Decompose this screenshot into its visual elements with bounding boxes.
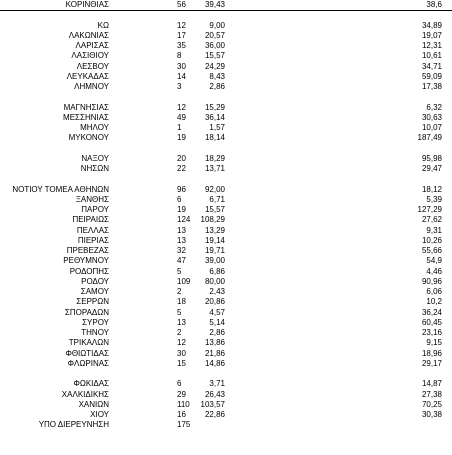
rate-cell: 13,71 (204, 164, 225, 173)
table-row (0, 297, 452, 306)
cases-cell: 14 (177, 71, 186, 81)
total-cell: 10,61 (421, 51, 442, 61)
region-name: ΤΗΝΟΥ (81, 328, 109, 337)
total-cell: 5,39 (426, 194, 442, 204)
table-row (0, 338, 452, 347)
table-row (0, 123, 452, 132)
table-row (0, 318, 452, 327)
region-name: ΣΑΜΟΥ (80, 287, 109, 296)
region-name: ΜΑΓΝΗΣΙΑΣ (63, 102, 109, 112)
rate-cell: 4,57 (209, 307, 225, 317)
rate-cell: 24,29 (204, 61, 225, 71)
total-cell: 54,9 (426, 256, 442, 266)
table-row (0, 133, 452, 142)
cases-cell: 3 (177, 82, 182, 91)
rate-cell: 36,14 (204, 112, 225, 122)
table-row (0, 0, 452, 9)
cases-cell: 30 (177, 348, 186, 358)
total-cell: 10,26 (421, 235, 442, 245)
total-cell: 30,38 (421, 410, 442, 419)
region-name: ΚΟΡΙΝΘΙΑΣ (65, 0, 109, 9)
table-row (0, 400, 452, 409)
total-cell: 10,2 (426, 297, 442, 307)
table-row (0, 420, 452, 429)
total-cell: 95,98 (421, 153, 442, 163)
region-name: ΠΕΙΡΑΙΩΣ (72, 215, 109, 225)
region-name: ΠΙΕΡΙΑΣ (77, 235, 109, 245)
cases-cell: 6 (177, 379, 182, 389)
table-row (0, 410, 452, 419)
rate-cell: 20,57 (204, 30, 225, 40)
table-row (0, 31, 452, 40)
table-row (0, 72, 452, 81)
total-cell: 55,66 (421, 246, 442, 255)
blank-row (0, 369, 452, 378)
rate-cell: 13,86 (204, 338, 225, 348)
total-cell: 90,96 (421, 276, 442, 286)
cases-cell: 17 (177, 30, 186, 40)
table-row (0, 41, 452, 50)
region-name: ΡΟΔΟΥ (81, 276, 109, 286)
rate-cell: 39,43 (204, 0, 225, 9)
cases-cell: 96 (177, 184, 186, 194)
cases-cell: 13 (177, 317, 186, 327)
rate-cell: 15,57 (204, 205, 225, 214)
cases-cell: 15 (177, 358, 186, 368)
region-name: ΜΥΚΟΝΟΥ (68, 133, 109, 143)
rate-cell: 39,00 (204, 256, 225, 266)
cases-cell: 2 (177, 287, 182, 296)
rate-cell: 15,57 (204, 51, 225, 61)
table-row (0, 226, 452, 235)
total-cell: 27,62 (421, 215, 442, 225)
table-row (0, 164, 452, 173)
total-cell: 4,46 (426, 266, 442, 276)
table-row (0, 277, 452, 286)
total-cell: 29,17 (421, 358, 442, 368)
total-cell: 36,24 (421, 307, 442, 317)
rate-cell: 19,71 (204, 246, 225, 255)
rate-cell: 5,14 (209, 317, 225, 327)
total-cell: 34,71 (421, 61, 442, 71)
table-row (0, 246, 452, 255)
total-cell: 30,63 (421, 112, 442, 122)
table-row (0, 349, 452, 358)
total-cell: 19,07 (421, 30, 442, 40)
table-row (0, 267, 452, 276)
cases-cell: 109 (177, 276, 191, 286)
cases-cell: 56 (177, 0, 186, 9)
region-name: ΤΡΙΚΑΛΩΝ (68, 338, 109, 348)
rate-cell: 19,14 (204, 235, 225, 245)
cases-cell: 19 (177, 133, 186, 143)
table-row (0, 113, 452, 122)
region-name: ΛΕΣΒΟΥ (76, 61, 109, 71)
table-row (0, 205, 452, 214)
region-name: ΠΑΡΟΥ (81, 205, 109, 214)
region-name: ΦΩΚΙΔΑΣ (73, 379, 109, 389)
rate-cell: 6,86 (209, 266, 225, 276)
table-row (0, 154, 452, 163)
region-name: ΛΑΣΙΘΙΟΥ (71, 51, 109, 61)
total-cell: 9,15 (426, 338, 442, 348)
table-row (0, 359, 452, 368)
table-row (0, 328, 452, 337)
region-name: ΜΕΣΣΗΝΙΑΣ (63, 112, 109, 122)
cases-cell: 47 (177, 256, 186, 266)
rate-cell: 26,43 (204, 389, 225, 399)
blank-row (0, 174, 452, 183)
total-cell: 60,45 (421, 317, 442, 327)
total-cell: 18,96 (421, 348, 442, 358)
region-name: ΛΕΥΚΑΔΑΣ (66, 71, 109, 81)
table-row (0, 103, 452, 112)
total-cell: 17,38 (421, 82, 442, 91)
region-name: ΝΟΤΙΟΥ ΤΟΜΕΑ ΑΘΗΝΩΝ (12, 184, 109, 194)
region-name: ΣΥΡΟΥ (82, 317, 109, 327)
rate-cell: 3,71 (209, 379, 225, 389)
rate-cell: 2,86 (209, 82, 225, 91)
table-row (0, 51, 452, 60)
blank-row (0, 144, 452, 153)
region-name: ΥΠΟ ΔΙΕΡΕΥΝΗΣΗ (38, 420, 109, 430)
cases-cell: 49 (177, 112, 186, 122)
rate-cell: 13,29 (204, 225, 225, 235)
cases-cell: 29 (177, 389, 186, 399)
region-name: ΦΘΙΩΤΙΔΑΣ (65, 348, 109, 358)
cases-cell: 110 (177, 399, 190, 409)
region-name: ΚΩ (97, 20, 109, 30)
cases-cell: 8 (177, 51, 182, 61)
table-row (0, 256, 452, 265)
rate-cell: 92,00 (204, 184, 225, 194)
rate-cell: 108,29 (200, 215, 225, 225)
table-row (0, 287, 452, 296)
cases-cell: 18 (177, 297, 186, 307)
region-name: ΡΟΔΟΠΗΣ (69, 266, 109, 276)
total-cell: 18,12 (421, 184, 442, 194)
rate-cell: 14,86 (204, 358, 225, 368)
cases-cell: 1 (177, 123, 182, 132)
region-name: ΡΕΘΥΜΝΟΥ (63, 256, 109, 266)
region-name: ΠΡΕΒΕΖΑΣ (66, 246, 109, 255)
cases-cell: 16 (177, 410, 186, 419)
rate-cell: 103,57 (200, 399, 225, 409)
cases-cell: 20 (177, 153, 186, 163)
rate-cell: 2,86 (209, 328, 225, 337)
cases-cell: 5 (177, 266, 182, 276)
table-row (0, 21, 452, 30)
total-cell: 12,31 (421, 41, 442, 50)
total-cell: 70,25 (421, 399, 442, 409)
table-row (0, 185, 452, 194)
region-name: ΣΕΡΡΩΝ (76, 297, 109, 307)
cases-cell: 32 (177, 246, 186, 255)
total-cell: 127,29 (417, 205, 442, 214)
cases-cell: 6 (177, 194, 182, 204)
total-cell: 23,16 (421, 328, 442, 337)
total-cell: 27,38 (421, 389, 442, 399)
rate-cell: 18,14 (204, 133, 225, 143)
rate-cell: 36,00 (204, 41, 225, 50)
region-name: ΝΗΣΩΝ (80, 164, 109, 173)
rate-cell: 6,71 (209, 194, 225, 204)
total-cell: 14,87 (421, 379, 442, 389)
rate-cell: 22,86 (204, 410, 225, 419)
cases-cell: 124 (177, 215, 191, 225)
region-name: ΠΕΛΛΑΣ (76, 225, 109, 235)
cases-cell: 35 (177, 41, 186, 50)
total-cell: 59,09 (421, 71, 442, 81)
cases-cell: 2 (177, 328, 182, 337)
cases-cell: 12 (177, 338, 186, 348)
region-name: ΝΑΞΟΥ (81, 153, 109, 163)
table-row (0, 82, 452, 91)
region-name: ΛΑΚΩΝΙΑΣ (68, 30, 109, 40)
cases-cell: 12 (177, 20, 186, 30)
rate-cell: 21,86 (204, 348, 225, 358)
table-row (0, 308, 452, 317)
region-name: ΧΑΛΚΙΔΙΚΗΣ (61, 389, 109, 399)
cases-cell: 5 (177, 307, 182, 317)
table-row (0, 390, 452, 399)
cases-cell: 30 (177, 61, 186, 71)
rate-cell: 15,29 (204, 102, 225, 112)
total-cell: 187,49 (417, 133, 442, 143)
cases-cell: 12 (177, 102, 186, 112)
cases-cell: 13 (177, 235, 186, 245)
cases-cell: 22 (177, 164, 186, 173)
total-cell: 10,07 (421, 123, 442, 132)
rate-cell: 9,00 (209, 20, 225, 30)
region-name: ΛΑΡΙΣΑΣ (75, 41, 109, 50)
rate-cell: 18,29 (204, 153, 225, 163)
table-row (0, 236, 452, 245)
total-cell: 38,6 (426, 0, 442, 9)
table-row (0, 62, 452, 71)
region-name: ΜΗΛΟΥ (80, 123, 109, 132)
cases-cell: 175 (177, 420, 191, 430)
blank-row (0, 92, 452, 101)
total-cell: 9,31 (426, 225, 442, 235)
region-name: ΧΙΟΥ (90, 410, 109, 419)
total-cell: 34,89 (421, 20, 442, 30)
region-name: ΣΠΟΡΑΔΩΝ (64, 307, 109, 317)
region-name: ΧΑΝΙΩΝ (78, 399, 109, 409)
table-row (0, 195, 452, 204)
rate-cell: 80,00 (204, 276, 225, 286)
rate-cell: 8,43 (209, 71, 225, 81)
region-name: ΦΛΩΡΙΝΑΣ (67, 358, 109, 368)
total-cell: 6,32 (426, 102, 442, 112)
cases-cell: 13 (177, 225, 186, 235)
blank-row (0, 10, 452, 19)
table-row (0, 379, 452, 388)
region-name: ΛΗΜΝΟΥ (74, 82, 109, 91)
table-row (0, 215, 452, 224)
cases-cell: 19 (177, 205, 186, 214)
total-cell: 29,47 (421, 164, 442, 173)
region-name: ΞΑΝΘΗΣ (75, 194, 109, 204)
rate-cell: 2,43 (209, 287, 225, 296)
rate-cell: 1,57 (209, 123, 225, 132)
total-cell: 6,06 (426, 287, 442, 296)
rate-cell: 20,86 (204, 297, 225, 307)
